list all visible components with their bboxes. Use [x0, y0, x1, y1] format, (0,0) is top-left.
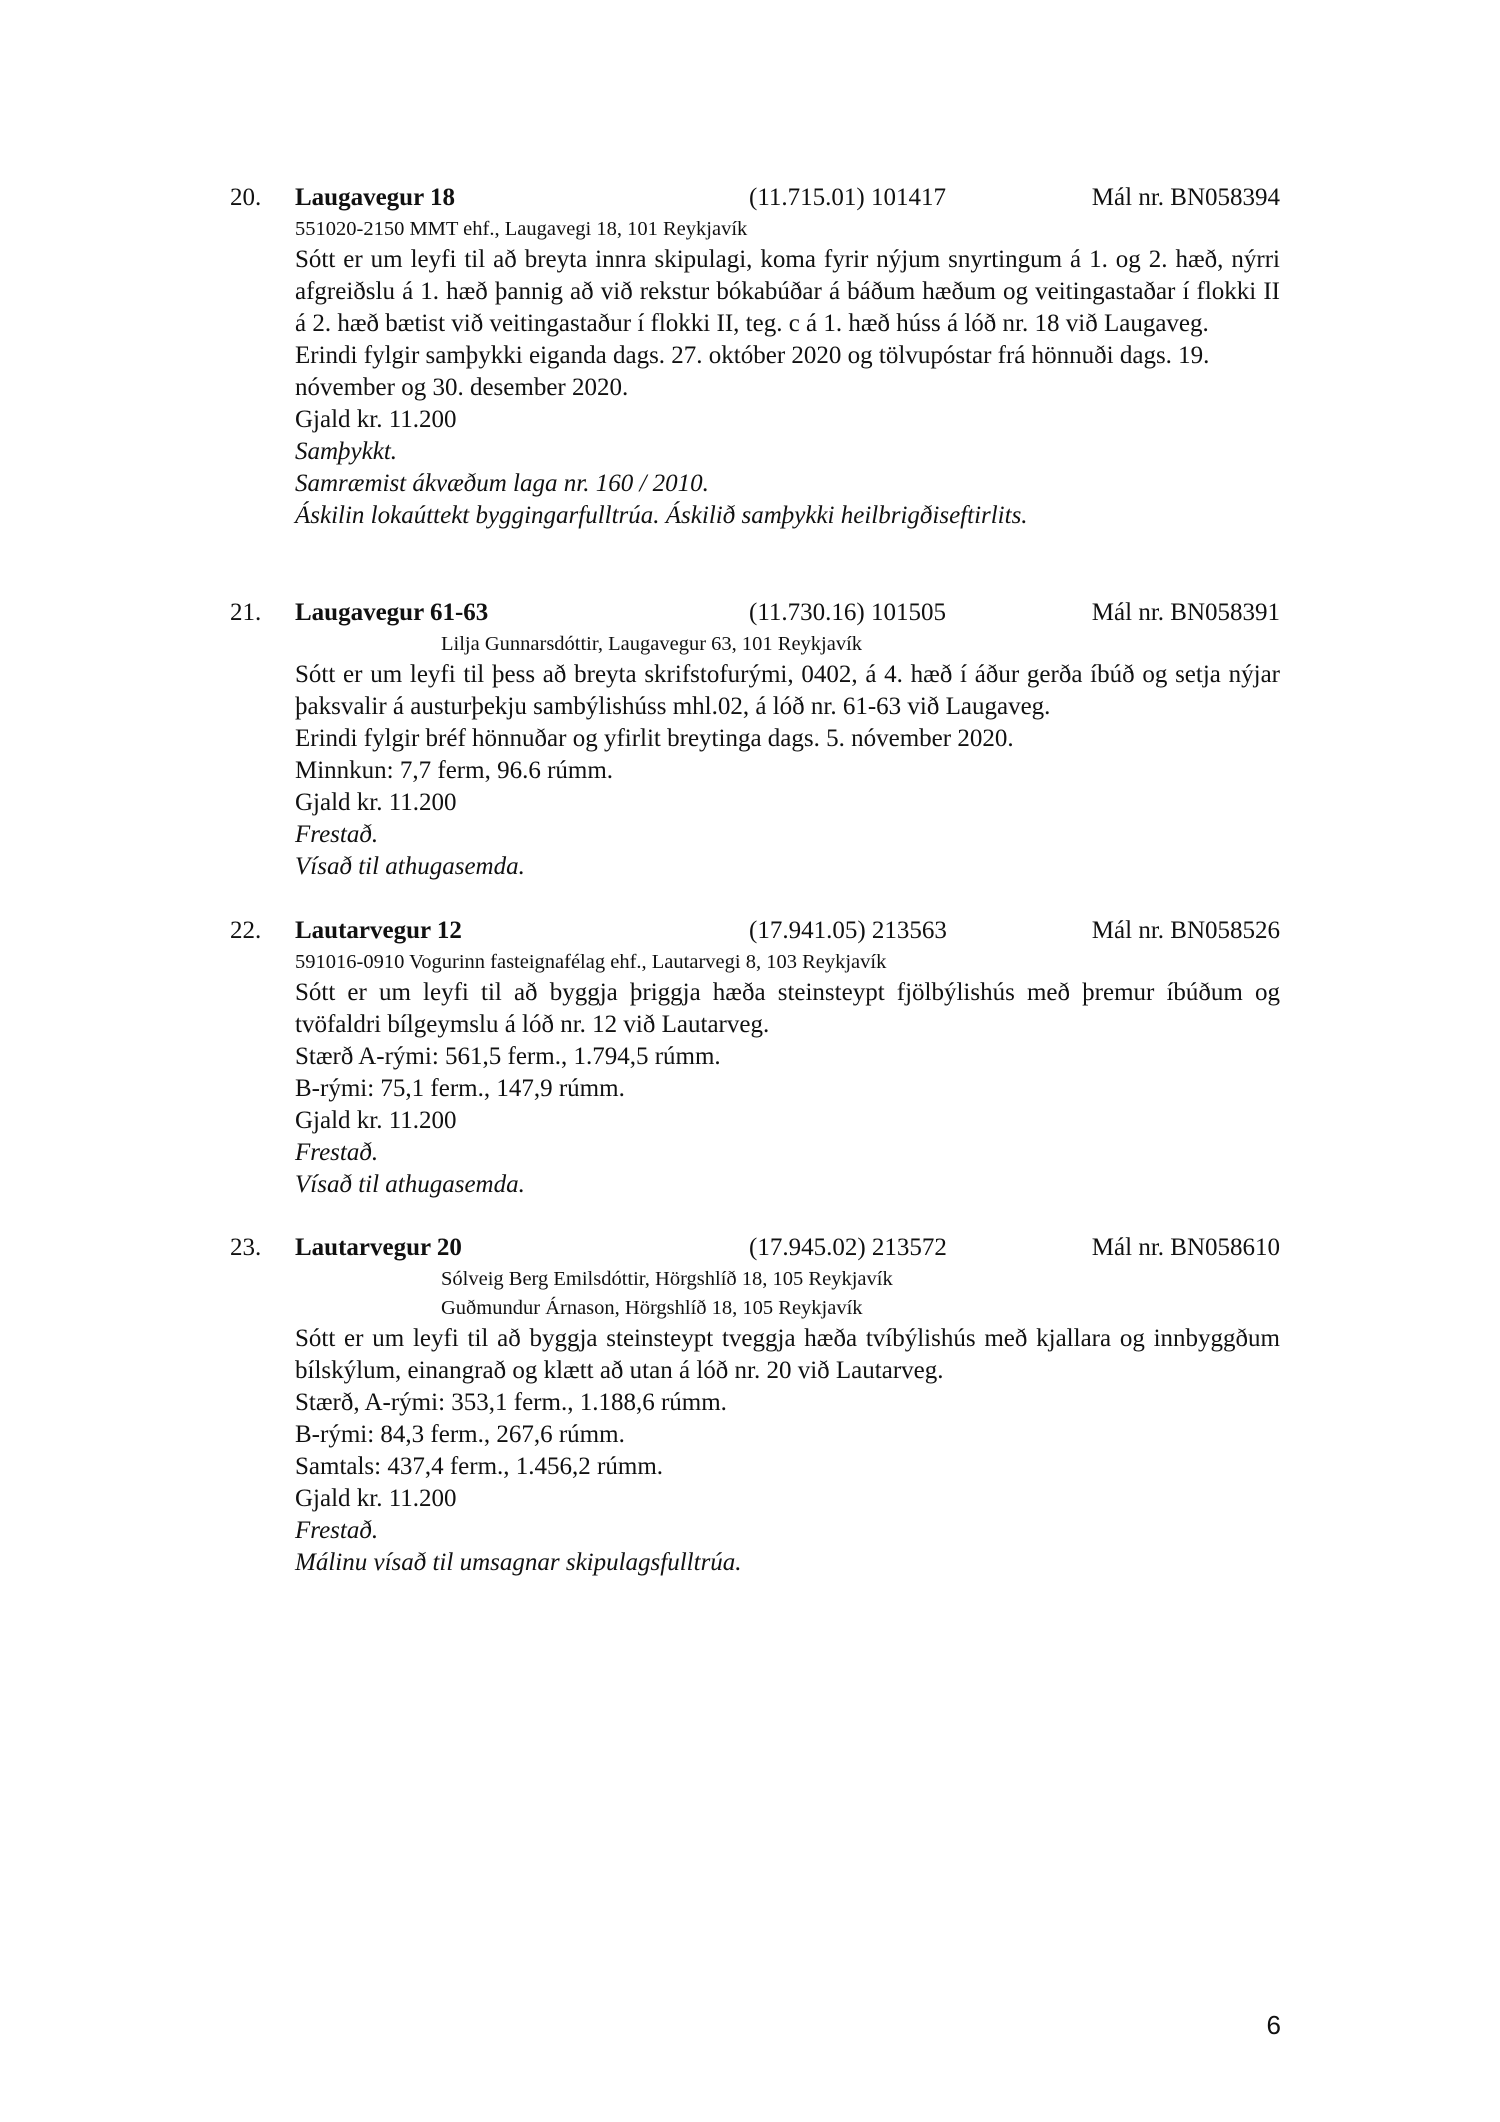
case-detail: Stærð, A-rými: 353,1 ferm., 1.188,6 rúmm. [295, 1389, 727, 1416]
land-id: (11.715.01) 101417 [749, 184, 946, 211]
case-address: Laugavegur 61-63 [295, 599, 489, 626]
case-number: 20. [230, 184, 262, 211]
case-description: Sótt er um leyfi til þess að breyta skrifstofurými, 0402, á 4. hæð í áður gerða íbúð og setja nýjar þaksvalir á austurþekju sambýlishúss mhl.02, á lóð nr. 61-63 við Laugaveg. [295, 661, 1280, 720]
decision-line: Vísað til athugasemda. [295, 1171, 525, 1198]
decision-line: Áskilin lokaúttekt byggingarfulltrúa. Áskilið samþykki heilbrigðiseftirlits. [295, 502, 1028, 529]
case-number: 21. [230, 599, 262, 626]
applicant: Lilja Gunnarsdóttir, Laugavegur 63, 101 Reykjavík [441, 633, 863, 655]
applicant: 551020-2150 MMT ehf., Laugavegi 18, 101 Reykjavík [295, 218, 748, 240]
case-number: 22. [230, 917, 262, 944]
case-reference: Mál nr. BN058394 [1091, 184, 1280, 211]
fee-line: Gjald kr. 11.200 [295, 406, 457, 433]
case-description: Sótt er um leyfi til að byggja þriggja hæða steinsteypt fjölbýlishús með þremur íbúðum og tvöfaldri bílgeymslu á lóð nr. 12 við Lautarveg. [295, 979, 1280, 1038]
case-item-20 [230, 181, 1280, 532]
case-header [230, 181, 1280, 215]
decision-line: Frestað. [295, 821, 379, 848]
case-detail: B-rými: 84,3 ferm., 267,6 rúmm. [295, 1421, 625, 1448]
case-detail: B-rými: 75,1 ferm., 147,9 rúmm. [295, 1075, 625, 1102]
case-item-23 [230, 1231, 1280, 1579]
decision-line: Málinu vísað til umsagnar skipulagsfulltrúa. [295, 1549, 742, 1576]
case-detail: Minnkun: 7,7 ferm, 96.6 rúmm. [295, 757, 614, 784]
case-header [230, 596, 1280, 630]
decision-line: Samþykkt. [295, 438, 398, 465]
case-detail: Stærð A-rými: 561,5 ferm., 1.794,5 rúmm. [295, 1043, 721, 1070]
case-detail: Samtals: 437,4 ferm., 1.456,2 rúmm. [295, 1453, 664, 1480]
case-number: 23. [230, 1234, 262, 1261]
applicant: Guðmundur Árnason, Hörgshlíð 18, 105 Reykjavík [441, 1297, 863, 1319]
case-reference: Mál nr. BN058526 [1091, 917, 1280, 944]
case-item-21 [230, 596, 1280, 883]
applicant: Sólveig Berg Emilsdóttir, Hörgshlíð 18, 105 Reykjavík [441, 1268, 893, 1290]
case-detail: Erindi fylgir samþykki eiganda dags. 27. október 2020 og tölvupóstar frá hönnuði dags. 19. nóvember og 30. desember 2020. [295, 342, 1210, 401]
case-address: Lautarvegur 20 [295, 1234, 462, 1261]
page-number: 6 [1266, 2010, 1281, 2040]
decision-line: Frestað. [295, 1517, 379, 1544]
fee-line: Gjald kr. 11.200 [295, 1485, 457, 1512]
case-header [230, 1231, 1280, 1265]
decision-line: Frestað. [295, 1139, 379, 1166]
applicant: 591016-0910 Vogurinn fasteignafélag ehf., Lautarvegi 8, 103 Reykjavík [295, 951, 887, 973]
fee-line: Gjald kr. 11.200 [295, 789, 457, 816]
land-id: (17.941.05) 213563 [749, 917, 947, 944]
case-reference: Mál nr. BN058391 [1091, 599, 1280, 626]
land-id: (17.945.02) 213572 [749, 1234, 947, 1261]
decision-line: Vísað til athugasemda. [295, 853, 525, 880]
case-item-22 [230, 914, 1280, 1201]
case-header [230, 914, 1280, 948]
case-detail: Erindi fylgir bréf hönnuðar og yfirlit breytinga dags. 5. nóvember 2020. [295, 725, 1014, 752]
land-id: (11.730.16) 101505 [749, 599, 946, 626]
case-address: Laugavegur 18 [295, 184, 455, 211]
decision-line: Samræmist ákvæðum laga nr. 160 / 2010. [295, 470, 709, 497]
fee-line: Gjald kr. 11.200 [295, 1107, 457, 1134]
case-description: Sótt er um leyfi til að byggja steinsteypt tveggja hæða tvíbýlishús með kjallara og innbyggðum bílskýlum, einangrað og klætt að utan á lóð nr. 20 við Lautarveg. [295, 1325, 1280, 1384]
case-reference: Mál nr. BN058610 [1091, 1234, 1280, 1261]
case-description: Sótt er um leyfi til að breyta innra skipulagi, koma fyrir nýjum snyrtingum á 1. og 2. hæð, nýrri afgreiðslu á 1. hæð þannig að við rekstur bókabúðar á báðum hæðum og veitingastaðar í flokki II á 2. hæð bætist við veitingastaður í flokki II, teg. c á 1. hæð húss á lóð nr. 18 við Laugaveg. [295, 246, 1280, 337]
case-address: Lautarvegur 12 [295, 917, 462, 944]
